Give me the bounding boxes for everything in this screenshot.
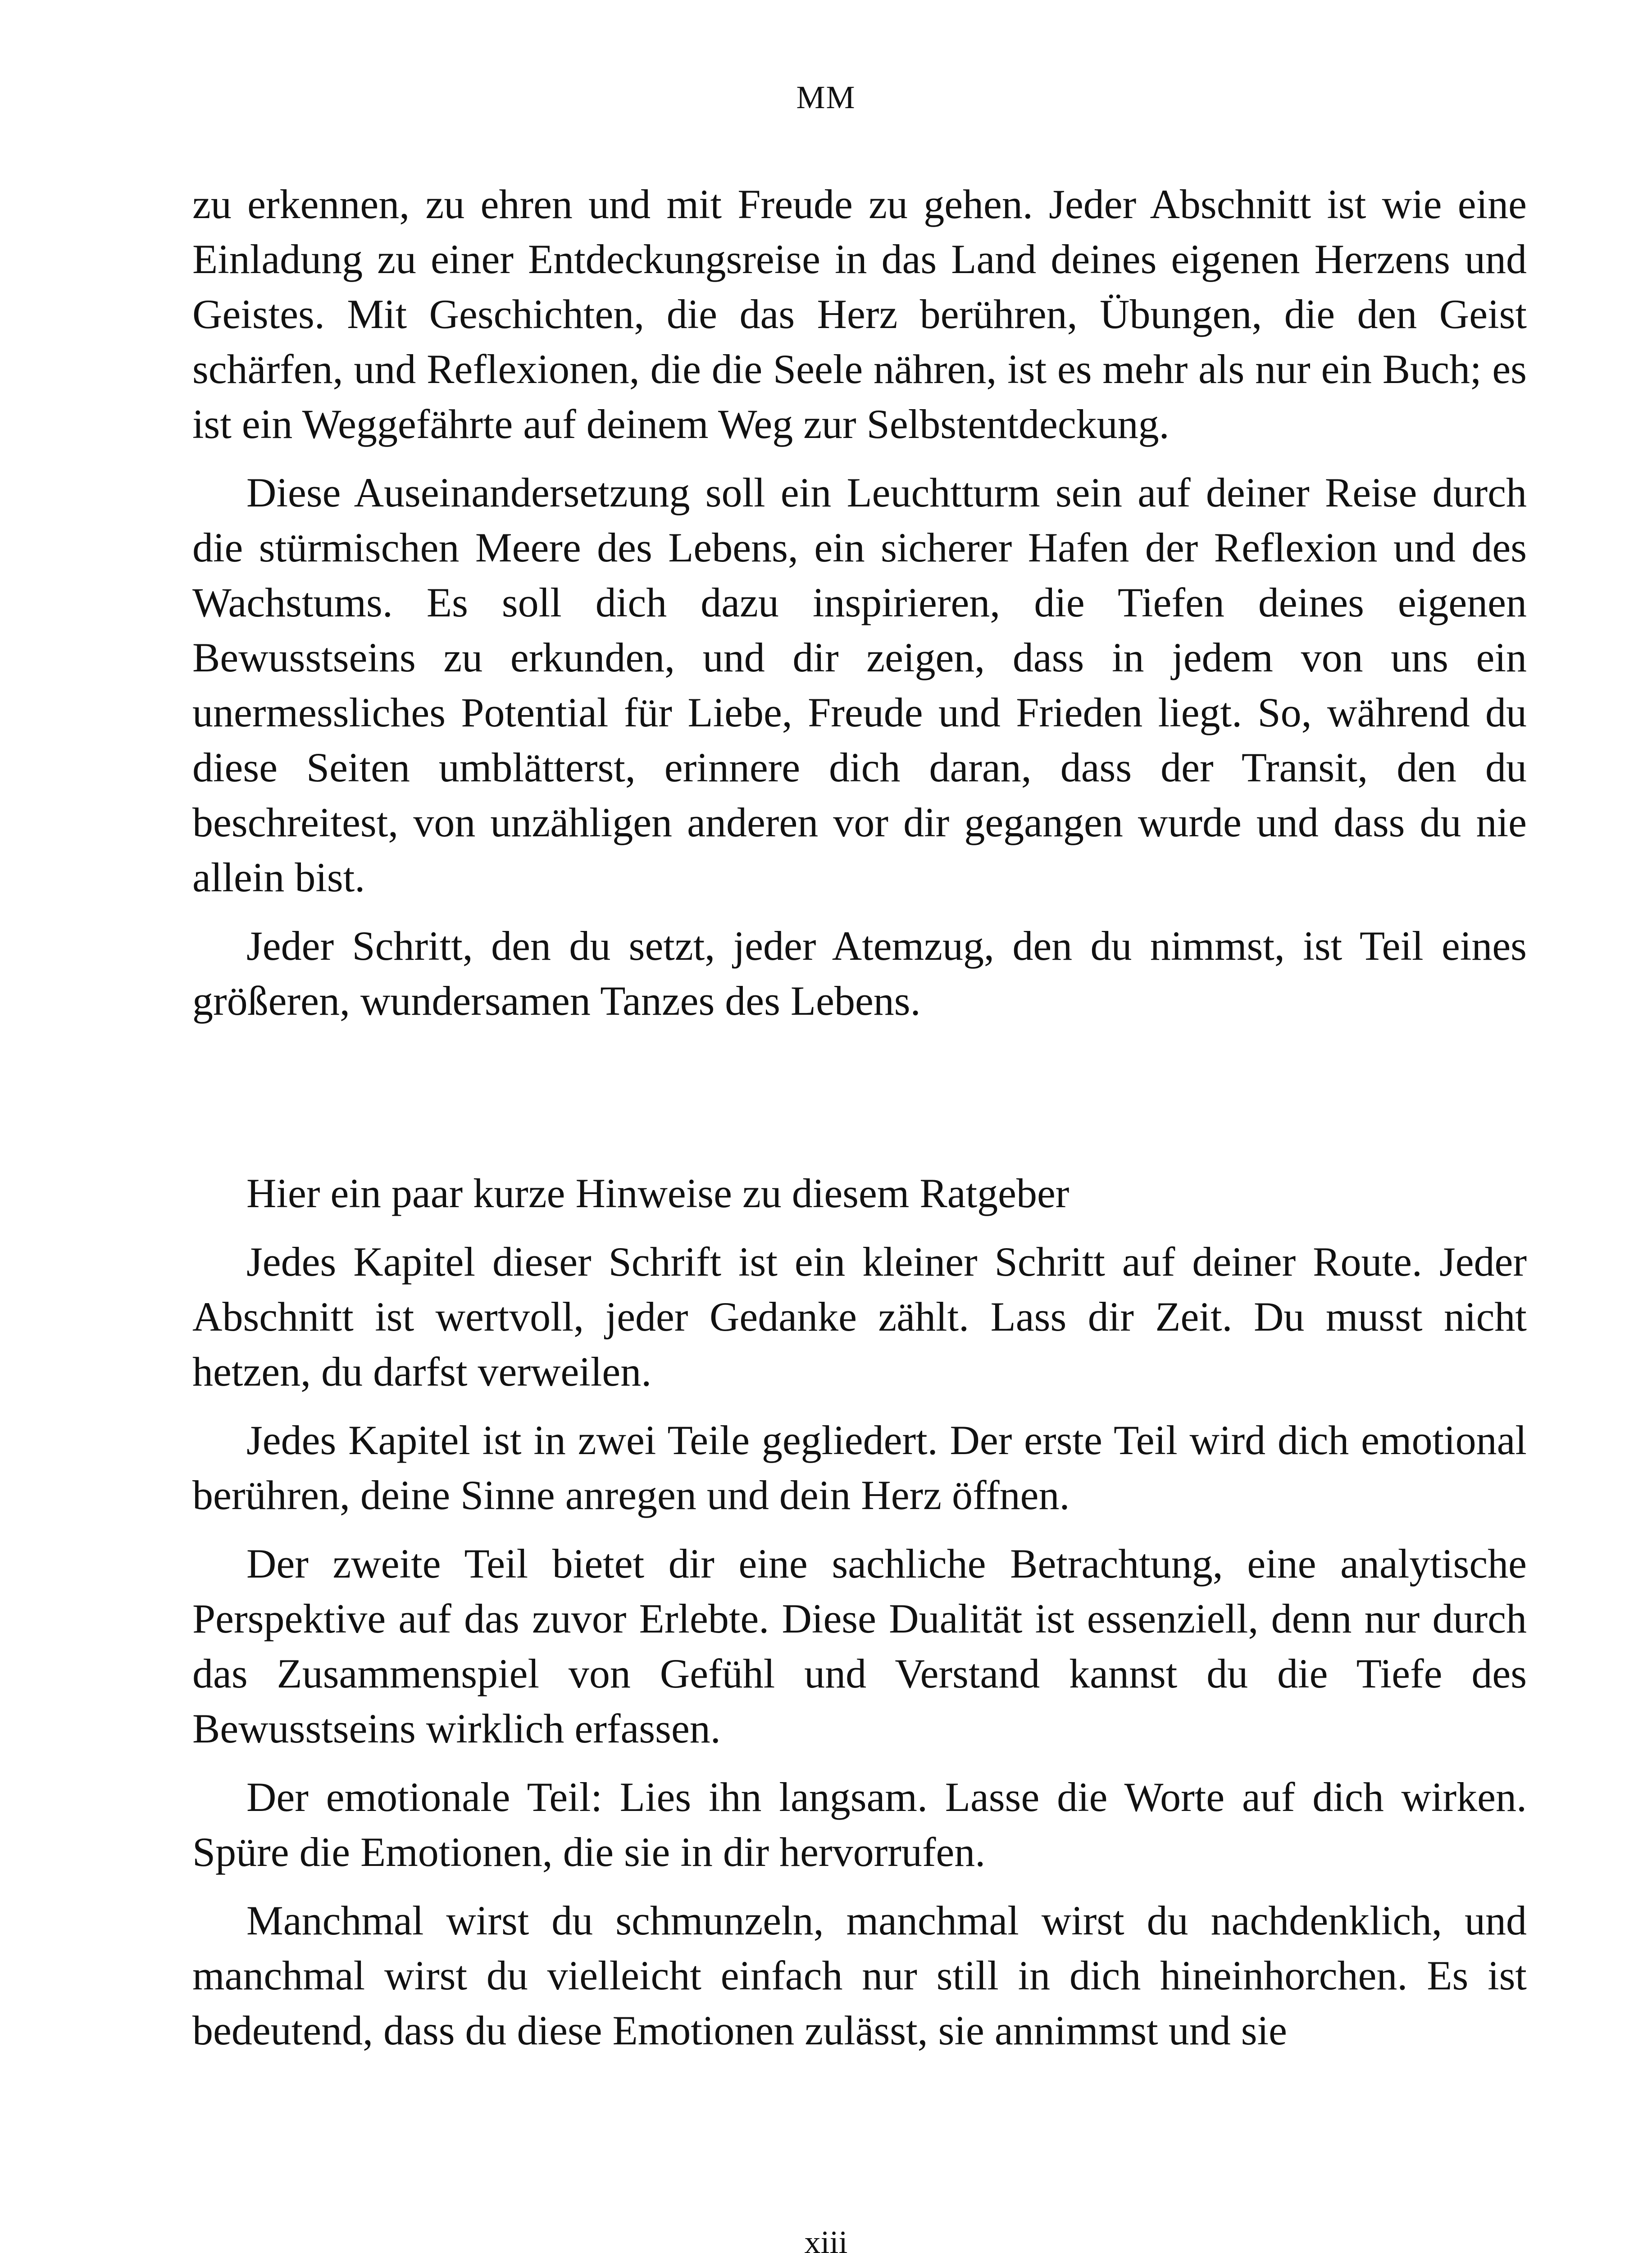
paragraph-lighthouse: Diese Auseinandersetzung soll ein Leuchtturm sein auf deiner Reise durch die stürmischen Meere des Lebens, ein sicherer Hafen der Reflexion und des Wachstums. Es soll dich dazu inspirieren, die Tiefen deines eigenen Bewusstseins zu erkunden, und dir zeigen, dass in jedem von uns ein unermessliches Potential für Liebe, Freude und Frieden liegt. So, während du diese Seiten umblätterst, erinnere dich daran, dass der Transit, den du beschreitest, von unzähligen anderen vor dir gegangen wurde und dass du nie allein bist. — [192, 470, 1527, 900]
paragraph-chapter-steps: Jedes Kapitel dieser Schrift ist ein kleiner Schritt auf deiner Route. Jeder Abschnitt ist wertvoll, jeder Gedanke zählt. Lass dir Zeit. Du musst nicht hetzen, du darfst verweilen. — [192, 1239, 1527, 1395]
page-number: xiii — [804, 2224, 848, 2253]
paragraph-dance-of-life: Jeder Schritt, den du setzt, jeder Atemzug, den du nimmst, ist Teil eines größeren, wundersamen Tanzes des Lebens. — [192, 923, 1527, 1024]
running-header: MM — [796, 79, 856, 115]
paragraph-second-part: Der zweite Teil bietet dir eine sachliche Betrachtung, eine analytische Perspektive auf das zuvor Erlebte. Diese Dualität ist essenziell, denn nur durch das Zusammenspiel von Gefühl und Verstand kannst du die Tiefe des Bewusstseins wirklich erfassen. — [192, 1541, 1527, 1751]
paragraph-continuation: zu erkennen, zu ehren und mit Freude zu gehen. Jeder Abschnitt ist wie eine Einladung zu einer Entdeckungsreise in das Land deines eigenen Herzens und Geistes. Mit Geschichten, die das Herz berühren, Übungen, die den Geist schärfen, und Reflexionen, die die Seele nähren, ist es mehr als nur ein Buch; es ist ein Weggefährte auf deinem Weg zur Selbstentdeckung. — [192, 181, 1527, 447]
paragraph-emotions: Manchmal wirst du schmunzeln, manchmal wirst du nachdenklich, und manchmal wirst du vielleicht einfach nur still in dich hineinhorchen. Es ist bedeutend, dass du diese Emotionen zulässt, sie annimmst und sie — [192, 1897, 1527, 2053]
paragraph-two-parts: Jedes Kapitel ist in zwei Teile gegliedert. Der erste Teil wird dich emotional berühren, deine Sinne anregen und dein Herz öffnen. — [192, 1417, 1527, 1518]
paragraph-emotional-part: Der emotionale Teil: Lies ihn langsam. Lasse die Worte auf dich wirken. Spüre die Emotionen, die sie in dir hervorrufen. — [192, 1774, 1527, 1875]
page-body — [192, 177, 1527, 2071]
section-heading: Hier ein paar kurze Hinweise zu diesem Ratgeber — [246, 1170, 1069, 1216]
